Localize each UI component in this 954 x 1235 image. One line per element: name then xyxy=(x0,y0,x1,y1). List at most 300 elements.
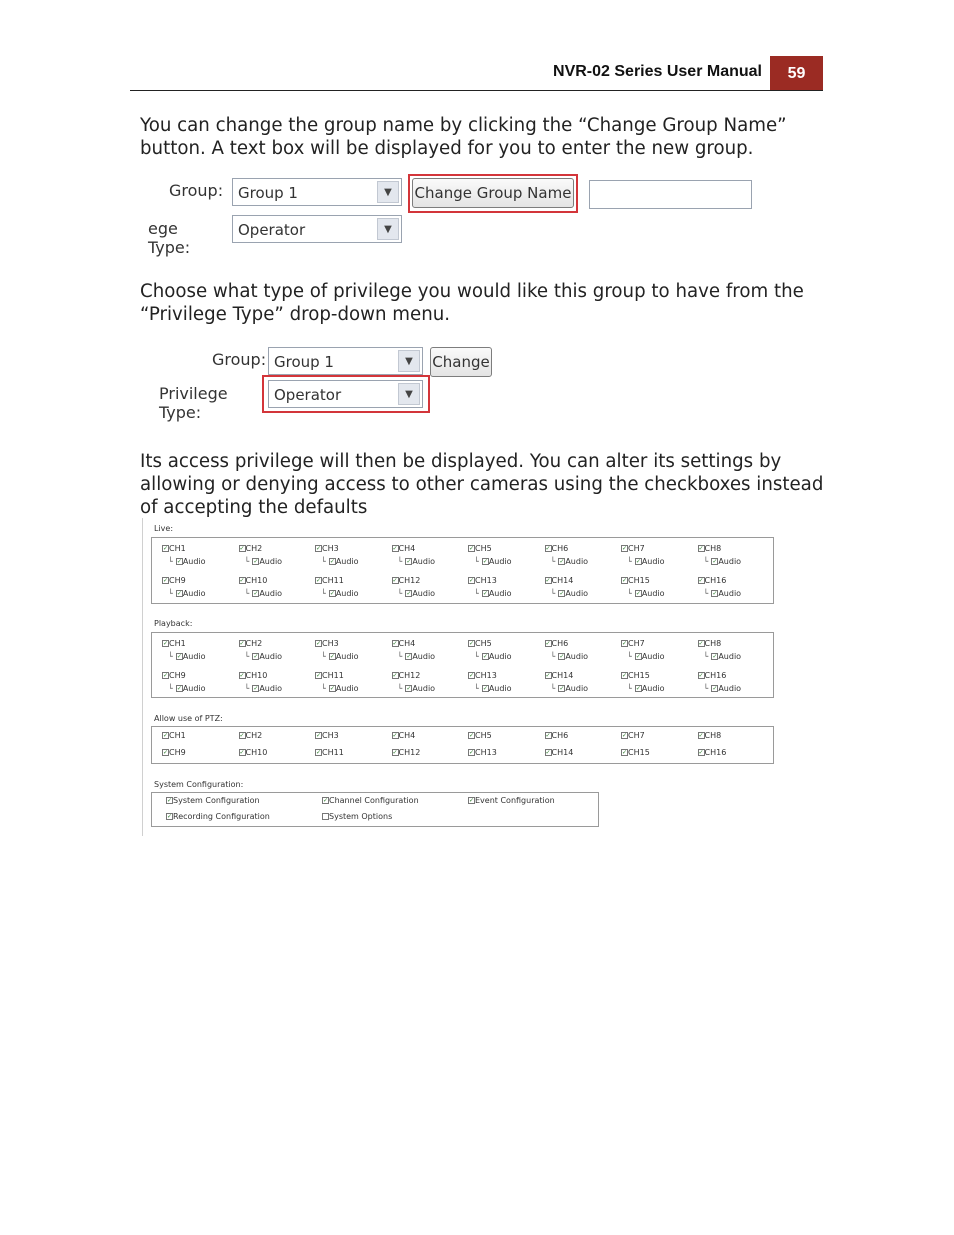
tree-branch-icon: └ xyxy=(321,684,326,693)
channel-checkbox-ch10[interactable] xyxy=(239,671,268,680)
group-label: Group: xyxy=(169,181,224,200)
channel-label: CH4 xyxy=(398,731,416,740)
system-option-label: System Configuration xyxy=(173,796,260,805)
tree-branch-icon: └ xyxy=(321,589,326,598)
group-select-value: Group 1 xyxy=(238,184,298,202)
checkbox[interactable]: ✓ xyxy=(392,732,398,739)
ptz-channels-box xyxy=(151,726,774,764)
system-option-label: System Options xyxy=(329,812,393,821)
checkbox[interactable]: ✓ xyxy=(253,685,259,692)
checkbox[interactable]: ✓ xyxy=(545,545,551,552)
checkbox[interactable]: ✓ xyxy=(253,590,259,597)
channel-checkbox-ch6[interactable] xyxy=(545,731,569,740)
channel-label: CH14 xyxy=(551,671,574,680)
privileges-panel xyxy=(142,518,783,836)
channel-checkbox-ch14[interactable] xyxy=(545,748,574,757)
channel-checkbox-ch5[interactable] xyxy=(468,731,492,740)
channel-checkbox-ch9[interactable] xyxy=(162,748,186,757)
system-option-checkbox[interactable] xyxy=(322,796,419,805)
checkbox[interactable]: ✓ xyxy=(469,797,475,804)
tree-branch-icon: └ xyxy=(397,589,403,598)
channel-label: CH8 xyxy=(704,639,722,648)
checkbox[interactable]: ✓ xyxy=(698,749,704,756)
audio-label: Audio xyxy=(718,652,742,661)
channel-label: CH10 xyxy=(245,748,268,757)
live-channels-box xyxy=(151,537,774,604)
checkbox[interactable]: ✓ xyxy=(622,545,628,552)
channel-label: CH1 xyxy=(169,544,186,553)
channel-checkbox-ch16[interactable] xyxy=(698,671,727,680)
channel-label: CH7 xyxy=(628,544,645,553)
channel-checkbox-ch6[interactable] xyxy=(545,639,569,648)
audio-checkbox[interactable] xyxy=(168,589,206,598)
checkbox[interactable]: ✓ xyxy=(392,545,398,552)
group-select[interactable] xyxy=(268,347,423,375)
tree-branch-icon: └ xyxy=(627,557,632,566)
channel-label: CH15 xyxy=(628,576,650,585)
audio-checkbox[interactable] xyxy=(398,684,436,693)
audio-label: Audio xyxy=(718,557,742,566)
channel-checkbox-ch11[interactable] xyxy=(315,576,344,585)
audio-label: Audio xyxy=(335,652,359,661)
checkbox[interactable]: ✓ xyxy=(622,672,628,679)
tree-branch-icon: └ xyxy=(244,557,250,566)
audio-checkbox[interactable] xyxy=(398,652,436,661)
audio-checkbox[interactable] xyxy=(321,589,359,598)
channel-checkbox-ch5[interactable] xyxy=(468,544,492,553)
channel-checkbox-ch3[interactable] xyxy=(315,731,339,740)
audio-label: Audio xyxy=(488,652,512,661)
channel-label: CH1 xyxy=(169,731,186,740)
checkbox[interactable]: ✓ xyxy=(176,558,182,565)
header-rule xyxy=(130,90,823,91)
channel-label: CH4 xyxy=(398,639,416,648)
checkbox[interactable]: ✓ xyxy=(622,640,628,647)
tree-branch-icon: └ xyxy=(550,652,556,661)
channel-checkbox-ch15[interactable] xyxy=(621,671,650,680)
audio-checkbox[interactable] xyxy=(245,652,283,661)
audio-label: Audio xyxy=(718,684,742,693)
checkbox[interactable]: ✓ xyxy=(712,653,718,660)
channel-label: CH15 xyxy=(628,748,650,757)
checkbox[interactable]: ✓ xyxy=(163,749,169,756)
channel-label: CH5 xyxy=(475,544,492,553)
tree-branch-icon: └ xyxy=(703,652,709,661)
audio-checkbox[interactable] xyxy=(245,557,283,566)
channel-checkbox-ch10[interactable] xyxy=(239,576,268,585)
channel-label: CH7 xyxy=(628,639,645,648)
checkbox[interactable]: ✓ xyxy=(482,653,488,660)
audio-label: Audio xyxy=(641,557,665,566)
channel-checkbox-ch11[interactable] xyxy=(315,671,344,680)
channel-label: CH16 xyxy=(704,748,727,757)
checkbox[interactable]: ✓ xyxy=(329,653,335,660)
channel-checkbox-ch7[interactable] xyxy=(621,544,645,553)
checkbox[interactable]: ✓ xyxy=(406,685,412,692)
tree-branch-icon: └ xyxy=(474,589,479,598)
channel-label: CH9 xyxy=(169,748,186,757)
channel-label: CH11 xyxy=(322,576,344,585)
checkbox[interactable]: ✓ xyxy=(698,577,704,584)
checkbox[interactable]: ✓ xyxy=(469,640,475,647)
checkbox[interactable]: ✓ xyxy=(469,545,475,552)
checkbox[interactable]: ✓ xyxy=(712,558,718,565)
checkbox[interactable]: ✓ xyxy=(392,640,398,647)
audio-checkbox[interactable] xyxy=(245,684,283,693)
audio-checkbox[interactable] xyxy=(321,652,359,661)
checkbox[interactable]: ✓ xyxy=(329,590,335,597)
chevron-down-icon: ▼ xyxy=(398,383,420,405)
checkbox[interactable]: ✓ xyxy=(559,653,565,660)
channel-checkbox-ch7[interactable] xyxy=(621,639,645,648)
tree-branch-icon: └ xyxy=(550,589,556,598)
channel-checkbox-ch4[interactable] xyxy=(392,731,416,740)
checkbox[interactable]: ✓ xyxy=(698,732,704,739)
audio-checkbox[interactable] xyxy=(551,684,589,693)
checkbox[interactable]: ✓ xyxy=(167,797,173,804)
system-option-checkbox[interactable] xyxy=(468,796,555,805)
audio-checkbox[interactable] xyxy=(551,557,589,566)
checkbox[interactable]: ✓ xyxy=(176,653,182,660)
tree-branch-icon: └ xyxy=(321,652,326,661)
channel-checkbox-ch8[interactable] xyxy=(698,544,722,553)
tree-branch-icon: └ xyxy=(168,589,173,598)
checkbox[interactable]: ✓ xyxy=(635,685,641,692)
privilege-type-label: ege Type: xyxy=(148,219,191,257)
checkbox[interactable]: ✓ xyxy=(329,685,335,692)
checkbox[interactable]: ✓ xyxy=(239,749,245,756)
checkbox[interactable]: ✓ xyxy=(316,640,322,647)
tree-branch-icon: └ xyxy=(168,684,173,693)
audio-label: Audio xyxy=(641,589,665,598)
tree-branch-icon: └ xyxy=(550,557,556,566)
audio-checkbox[interactable] xyxy=(168,652,206,661)
audio-label: Audio xyxy=(259,589,283,598)
audio-checkbox[interactable] xyxy=(474,557,512,566)
checkbox[interactable]: ✓ xyxy=(635,653,641,660)
tree-branch-icon: └ xyxy=(627,652,632,661)
checkbox[interactable]: ✓ xyxy=(698,640,704,647)
audio-label: Audio xyxy=(565,684,589,693)
tree-branch-icon: └ xyxy=(703,589,709,598)
channel-label: CH2 xyxy=(245,544,263,553)
checkbox[interactable]: ✓ xyxy=(482,558,488,565)
audio-checkbox[interactable] xyxy=(474,589,512,598)
checkbox[interactable]: ✓ xyxy=(712,685,718,692)
channel-label: CH16 xyxy=(704,576,727,585)
tree-branch-icon: └ xyxy=(627,589,632,598)
channel-label: CH1 xyxy=(169,639,186,648)
checkbox[interactable]: ✓ xyxy=(406,590,412,597)
system-option-checkbox[interactable] xyxy=(166,812,270,821)
audio-checkbox[interactable] xyxy=(321,557,359,566)
checkbox[interactable]: ✓ xyxy=(239,545,245,552)
system-option-checkbox[interactable] xyxy=(322,812,392,821)
group-select[interactable] xyxy=(232,178,402,206)
channel-label: CH9 xyxy=(169,576,186,585)
change-button[interactable]: Change xyxy=(430,347,492,377)
system-option-checkbox[interactable] xyxy=(166,796,260,805)
channel-checkbox-ch2[interactable] xyxy=(239,639,263,648)
checkbox[interactable]: ✓ xyxy=(622,732,628,739)
checkbox[interactable]: ✓ xyxy=(316,672,322,679)
chevron-down-icon: ▼ xyxy=(398,350,420,372)
channel-checkbox-ch15[interactable] xyxy=(621,576,650,585)
checkbox[interactable]: ✓ xyxy=(482,685,488,692)
tree-branch-icon: └ xyxy=(474,557,479,566)
tree-branch-icon: └ xyxy=(244,684,250,693)
audio-checkbox[interactable] xyxy=(168,557,206,566)
audio-label: Audio xyxy=(641,652,665,661)
audio-checkbox[interactable] xyxy=(245,589,283,598)
system-option-label: Recording Configuration xyxy=(173,812,270,821)
channel-checkbox-ch13[interactable] xyxy=(468,671,497,680)
checkbox[interactable]: ✓ xyxy=(698,672,704,679)
channel-label: CH16 xyxy=(704,671,727,680)
channel-checkbox-ch1[interactable] xyxy=(162,639,186,648)
channel-checkbox-ch14[interactable] xyxy=(545,576,574,585)
tree-branch-icon: └ xyxy=(703,684,709,693)
checkbox[interactable]: ✓ xyxy=(559,590,565,597)
tree-branch-icon: └ xyxy=(168,557,173,566)
checkbox[interactable]: ✓ xyxy=(469,577,475,584)
tree-branch-icon: └ xyxy=(397,557,403,566)
audio-label: Audio xyxy=(412,684,436,693)
checkbox[interactable]: ✓ xyxy=(545,640,551,647)
channel-checkbox-ch12[interactable] xyxy=(392,576,421,585)
checkbox[interactable]: ✓ xyxy=(163,640,169,647)
channel-label: CH3 xyxy=(322,639,339,648)
channel-label: CH15 xyxy=(628,671,650,680)
checkbox[interactable]: ✓ xyxy=(545,577,551,584)
channel-label: CH9 xyxy=(169,671,186,680)
audio-checkbox[interactable] xyxy=(474,652,512,661)
group-label: Group: xyxy=(212,350,267,369)
channel-checkbox-ch1[interactable] xyxy=(162,544,186,553)
checkbox[interactable]: ✓ xyxy=(545,672,551,679)
privilege-type-value: Operator xyxy=(238,221,306,239)
tree-branch-icon: └ xyxy=(244,589,250,598)
paragraph-access-privilege: Its access privilege will then be displayed. You can alter its settings by allowing or denying access to other cameras using the checkboxes instead of accepting the defaults xyxy=(140,451,824,518)
tree-branch-icon: └ xyxy=(627,684,632,693)
channel-label: CH10 xyxy=(245,671,268,680)
tree-branch-icon: └ xyxy=(397,684,403,693)
audio-checkbox[interactable] xyxy=(627,589,665,598)
checkbox[interactable]: ✓ xyxy=(622,577,628,584)
checkbox[interactable]: ✓ xyxy=(316,732,322,739)
channel-label: CH13 xyxy=(475,671,497,680)
audio-label: Audio xyxy=(565,557,589,566)
audio-label: Audio xyxy=(335,557,359,566)
checkbox[interactable]: ✓ xyxy=(545,749,551,756)
checkbox[interactable]: ✓ xyxy=(316,545,322,552)
privilege-type-select[interactable] xyxy=(268,380,423,408)
channel-checkbox-ch12[interactable] xyxy=(392,748,421,757)
channel-checkbox-ch10[interactable] xyxy=(239,748,268,757)
audio-checkbox[interactable] xyxy=(398,557,436,566)
checkbox[interactable]: ✓ xyxy=(163,732,169,739)
ptz-section-title: Allow use of PTZ: xyxy=(154,714,223,723)
checkbox[interactable]: ✓ xyxy=(323,797,329,804)
checkbox[interactable]: ✓ xyxy=(698,545,704,552)
audio-label: Audio xyxy=(259,684,283,693)
channel-checkbox-ch15[interactable] xyxy=(621,748,650,757)
audio-checkbox[interactable] xyxy=(551,652,589,661)
playback-channels-box xyxy=(151,632,774,698)
checkbox[interactable]: ✓ xyxy=(163,577,169,584)
channel-label: CH6 xyxy=(551,731,569,740)
audio-checkbox[interactable] xyxy=(704,684,742,693)
tree-branch-icon: └ xyxy=(397,652,403,661)
channel-label: CH13 xyxy=(475,576,497,585)
audio-label: Audio xyxy=(182,652,206,661)
privilege-type-select[interactable] xyxy=(232,215,402,243)
channel-label: CH11 xyxy=(322,748,344,757)
channel-checkbox-ch9[interactable] xyxy=(162,671,186,680)
checkbox[interactable]: ✓ xyxy=(559,685,565,692)
checkbox[interactable]: ✓ xyxy=(622,749,628,756)
audio-checkbox[interactable] xyxy=(704,589,742,598)
channel-checkbox-ch8[interactable] xyxy=(698,731,722,740)
tree-branch-icon: └ xyxy=(244,652,250,661)
audio-checkbox[interactable] xyxy=(627,652,665,661)
checkbox[interactable]: ✓ xyxy=(239,577,245,584)
audio-checkbox[interactable] xyxy=(321,684,359,693)
checkbox[interactable]: ✓ xyxy=(635,558,641,565)
checkbox[interactable]: ✓ xyxy=(167,813,173,820)
channel-checkbox-ch2[interactable] xyxy=(239,731,263,740)
channel-checkbox-ch14[interactable] xyxy=(545,671,574,680)
channel-label: CH6 xyxy=(551,639,569,648)
channel-checkbox-ch4[interactable] xyxy=(392,639,416,648)
channel-label: CH12 xyxy=(398,576,421,585)
channel-checkbox-ch13[interactable] xyxy=(468,748,497,757)
checkbox[interactable]: ✓ xyxy=(176,685,182,692)
checkbox[interactable]: ✓ xyxy=(316,749,322,756)
channel-checkbox-ch16[interactable] xyxy=(698,748,727,757)
checkbox[interactable]: ✓ xyxy=(392,577,398,584)
channel-checkbox-ch6[interactable] xyxy=(545,544,569,553)
audio-label: Audio xyxy=(412,589,436,598)
audio-label: Audio xyxy=(182,557,206,566)
checkbox[interactable]: ✓ xyxy=(253,653,259,660)
tree-branch-icon: └ xyxy=(168,652,173,661)
checkbox[interactable]: ✓ xyxy=(406,558,412,565)
checkbox[interactable] xyxy=(322,813,329,820)
checkbox[interactable]: ✓ xyxy=(163,672,169,679)
checkbox[interactable]: ✓ xyxy=(176,590,182,597)
system-option-label: Event Configuration xyxy=(475,796,555,805)
chevron-down-icon: ▼ xyxy=(377,181,399,203)
channel-checkbox-ch12[interactable] xyxy=(392,671,421,680)
checkbox[interactable]: ✓ xyxy=(253,558,259,565)
audio-label: Audio xyxy=(259,652,283,661)
new-group-name-input[interactable] xyxy=(589,180,752,209)
checkbox[interactable]: ✓ xyxy=(392,672,398,679)
live-section-title: Live: xyxy=(154,524,174,533)
audio-label: Audio xyxy=(335,589,359,598)
audio-label: Audio xyxy=(718,589,742,598)
channel-label: CH5 xyxy=(475,639,492,648)
system-option-label: Channel Configuration xyxy=(329,796,419,805)
checkbox[interactable]: ✓ xyxy=(559,558,565,565)
channel-checkbox-ch3[interactable] xyxy=(315,544,339,553)
privilege-type-label: Privilege Type: xyxy=(159,384,228,422)
channel-label: CH14 xyxy=(551,576,574,585)
tree-branch-icon: └ xyxy=(321,557,326,566)
channel-label: CH8 xyxy=(704,544,722,553)
audio-label: Audio xyxy=(565,652,589,661)
channel-checkbox-ch2[interactable] xyxy=(239,544,263,553)
audio-label: Audio xyxy=(488,684,512,693)
channel-label: CH14 xyxy=(551,748,574,757)
checkbox[interactable]: ✓ xyxy=(712,590,718,597)
checkbox[interactable]: ✓ xyxy=(239,672,245,679)
channel-label: CH3 xyxy=(322,544,339,553)
channel-label: CH8 xyxy=(704,731,722,740)
audio-checkbox[interactable] xyxy=(704,557,742,566)
channel-label: CH12 xyxy=(398,671,421,680)
system-section-title: System Configuration: xyxy=(154,780,244,789)
change-group-name-button[interactable]: Change Group Name xyxy=(412,178,574,208)
checkbox[interactable]: ✓ xyxy=(316,577,322,584)
checkbox[interactable]: ✓ xyxy=(482,590,488,597)
audio-checkbox[interactable] xyxy=(551,589,589,598)
group-select-value: Group 1 xyxy=(274,353,334,371)
audio-checkbox[interactable] xyxy=(627,557,665,566)
audio-label: Audio xyxy=(412,652,436,661)
paragraph-change-group-name: You can change the group name by clicking the “Change Group Name” button. A text box will be displayed for you to enter the new group. xyxy=(140,115,787,159)
audio-checkbox[interactable] xyxy=(704,652,742,661)
channel-checkbox-ch9[interactable] xyxy=(162,576,186,585)
channel-checkbox-ch3[interactable] xyxy=(315,639,339,648)
channel-checkbox-ch5[interactable] xyxy=(468,639,492,648)
channel-checkbox-ch7[interactable] xyxy=(621,731,645,740)
audio-checkbox[interactable] xyxy=(168,684,206,693)
channel-checkbox-ch16[interactable] xyxy=(698,576,727,585)
checkbox[interactable]: ✓ xyxy=(469,732,475,739)
audio-checkbox[interactable] xyxy=(474,684,512,693)
checkbox[interactable]: ✓ xyxy=(635,590,641,597)
checkbox[interactable]: ✓ xyxy=(469,672,475,679)
channel-checkbox-ch13[interactable] xyxy=(468,576,497,585)
channel-label: CH12 xyxy=(398,748,421,757)
channel-label: CH6 xyxy=(551,544,569,553)
audio-checkbox[interactable] xyxy=(627,684,665,693)
tree-branch-icon: └ xyxy=(550,684,556,693)
checkbox[interactable]: ✓ xyxy=(163,545,169,552)
channel-checkbox-ch1[interactable] xyxy=(162,731,186,740)
channel-checkbox-ch8[interactable] xyxy=(698,639,722,648)
checkbox[interactable]: ✓ xyxy=(239,640,245,647)
checkbox[interactable]: ✓ xyxy=(545,732,551,739)
privilege-type-value: Operator xyxy=(274,386,342,404)
checkbox[interactable]: ✓ xyxy=(239,732,245,739)
channel-checkbox-ch11[interactable] xyxy=(315,748,344,757)
audio-label: Audio xyxy=(259,557,283,566)
checkbox[interactable]: ✓ xyxy=(469,749,475,756)
audio-checkbox[interactable] xyxy=(398,589,436,598)
audio-label: Audio xyxy=(488,557,512,566)
audio-label: Audio xyxy=(182,684,206,693)
system-config-box xyxy=(151,792,599,827)
tree-branch-icon: └ xyxy=(474,684,479,693)
checkbox[interactable]: ✓ xyxy=(406,653,412,660)
checkbox[interactable]: ✓ xyxy=(392,749,398,756)
checkbox[interactable]: ✓ xyxy=(329,558,335,565)
channel-label: CH10 xyxy=(245,576,268,585)
channel-checkbox-ch4[interactable] xyxy=(392,544,416,553)
